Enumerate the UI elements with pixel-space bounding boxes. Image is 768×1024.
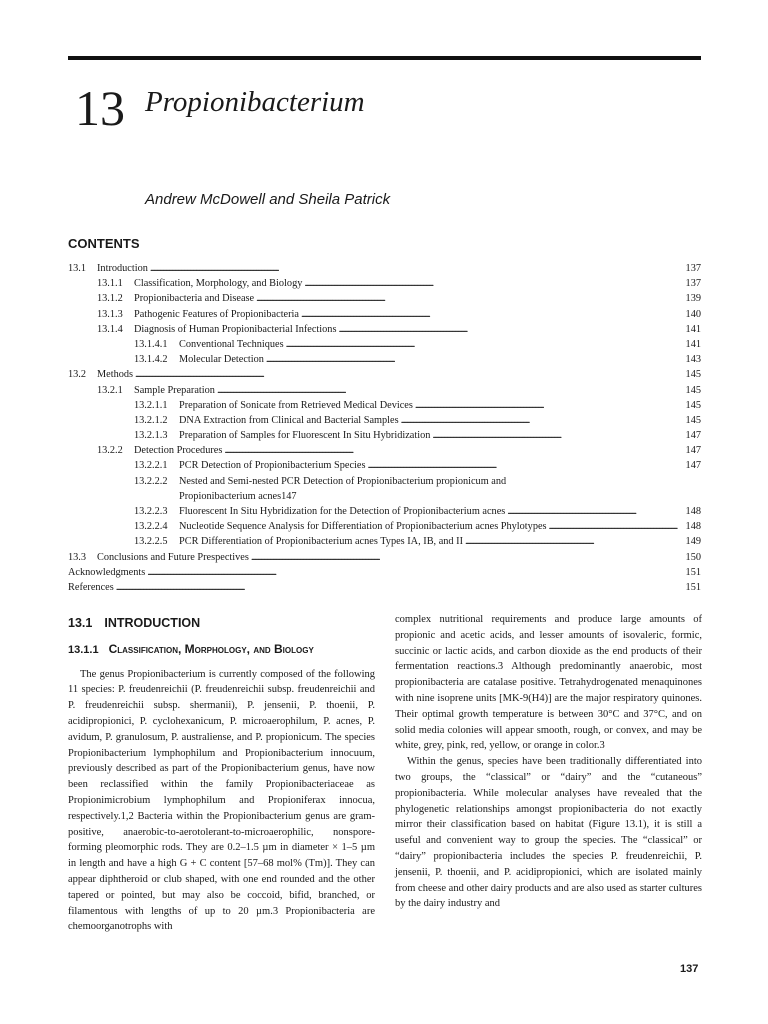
toc-entry[interactable]: [68, 519, 701, 534]
toc-leader-dots: [251, 550, 684, 565]
subsection-heading: [68, 642, 375, 659]
toc-leader-dots: [217, 383, 684, 398]
toc-entry[interactable]: [68, 307, 701, 322]
toc-entry-page: 143: [685, 354, 701, 366]
toc-row: [68, 504, 701, 519]
toc-entry-number: 13.1.1: [97, 278, 123, 290]
toc-entry-number: 13.2.2.3: [134, 506, 168, 517]
toc-entry-label: References: [68, 581, 114, 593]
toc-leader-dots: [286, 337, 684, 352]
toc-entry-label: Conventional Techniques: [179, 338, 284, 350]
toc-row: [68, 307, 701, 322]
toc-entry-number: 13.2: [68, 369, 87, 381]
section-title: INTRODUCTION: [104, 616, 201, 630]
toc-entry[interactable]: [68, 322, 701, 337]
toc-entry-label: Pathogenic Features of Propionibacteria: [134, 308, 299, 320]
toc-entry[interactable]: [68, 443, 701, 458]
toc-entry-number: 13.2.1.1: [134, 399, 168, 411]
toc-entry-number: 13.2.1: [97, 384, 123, 396]
chapter-top-rule: [68, 56, 701, 60]
toc-entry-label: Sample Preparation: [134, 384, 215, 396]
toc-entry[interactable]: [68, 458, 701, 473]
chapter-number: 13: [75, 80, 125, 136]
left-column: [68, 612, 375, 935]
toc-entry[interactable]: [68, 534, 701, 549]
toc-entry-page: 148: [685, 521, 701, 533]
body-paragraph: The genus Propionibacterium is currently composed of the following 11 species: P. freudenreichii (P. freudenreichii subsp. freudenreichii and P. freudenreichii subsp. shermanii), P. jensenii, P. thoenii, P. acidipropionici, P. cyclohexanicum, P. microaerophilum, P. acnes, P. avidum, P. granulosum, P. australiense, and P. propionicum. The species Propionibacterium lymphophilum and Propionibacterium innocuum, previously described as part of the Propionibacterium genus, have now been reclassified within the family Propionibacteriaceae as Propionimicrobium lymphophilum and Propioniferax innocua, respectively.1,2 Bacteria within the Propionibacterium genus are gram-positive, anaerobic-to-aerotolerant-to-microaerophilic, nonspore-forming pleomorphic rods. They are 0.2–1.5 µm in diameter × 1–5 µm in length and have a high G + C content [57–68 mol% (Tm)]. They can appear diphtheroid or club shaped, with one end rounded and the other tapered or pointed, but may also be coccoid, bifid, branched, or filamentous with lengths of up to 20 µm.3 Propionibacteria are chemoorganotrophs with: [68, 668, 375, 933]
toc-entry-label: Conclusions and Future Prespectives: [97, 551, 249, 563]
toc-entry-number: 13.1.4.2: [134, 354, 168, 366]
toc-entry-page: 137: [685, 278, 701, 290]
toc-entry-label: Nested and Semi-nested PCR Detection of Propionibacterium propionicum and: [179, 475, 507, 487]
toc-entry-label: Introduction: [97, 263, 148, 274]
toc-leader-dots: [465, 534, 684, 549]
toc-entry-label: Methods: [97, 369, 134, 381]
toc-entry-label: PCR Detection of Propionibacterium Species: [179, 460, 366, 472]
toc-leader-dots: [415, 398, 684, 413]
toc-entry-number: 13.1.2: [97, 293, 123, 305]
toc-leader-dots: [401, 413, 684, 428]
toc-entry[interactable]: [68, 565, 701, 580]
toc-entry-page: 148: [685, 506, 701, 517]
toc-entry-label: Nucleotide Sequence Analysis for Differentiation of Propionibacterium acnes Phylotypes: [179, 521, 547, 533]
toc-entry-label: Detection Procedures: [134, 445, 223, 457]
toc-leader-dots: [304, 276, 683, 291]
toc-entry-page: 145: [685, 384, 701, 396]
subsection-title: Classification, Morphology, and Biology: [108, 641, 314, 656]
toc-entry-number: 13.2.1.2: [134, 414, 168, 426]
contents-heading: CONTENTS: [68, 236, 140, 251]
toc-entry-page: 151: [685, 566, 701, 578]
toc-row: [68, 352, 701, 367]
toc-entry-page: 137: [685, 263, 701, 274]
toc-entry-page: 147: [685, 445, 701, 457]
toc-entry-page: 150: [685, 551, 701, 563]
toc-entry[interactable]: [68, 352, 701, 367]
toc-row: [68, 565, 701, 580]
toc-entry[interactable]: [68, 474, 701, 489]
toc-entry-page: 145: [685, 399, 701, 411]
toc-entry-number: 13.3: [68, 551, 87, 563]
toc-entry[interactable]: [179, 489, 701, 504]
toc-leader-dots: [135, 367, 684, 382]
toc-entry-page: 151: [685, 581, 701, 593]
toc-entry[interactable]: [68, 550, 701, 565]
toc-entry[interactable]: [68, 337, 701, 352]
toc-row: [68, 322, 701, 337]
toc-row: [68, 398, 701, 413]
toc-leader-dots: [432, 428, 683, 443]
toc-entry-number: 13.2.2: [97, 445, 123, 457]
section-number: 13.1: [68, 616, 93, 630]
toc-row: [68, 443, 701, 458]
toc-entry-page: 141: [685, 338, 701, 350]
page-number: 137: [680, 963, 699, 975]
toc-entry-number: 13.1: [68, 263, 87, 274]
toc-row: [68, 291, 701, 306]
toc-entry-number: 13.2.2.1: [134, 460, 168, 472]
toc-entry-number: 13.2.2.4: [134, 521, 168, 533]
toc-row: [68, 276, 701, 291]
toc-entry-number: 13.2.2.5: [134, 536, 168, 548]
toc-entry-label: Propionibacteria and Disease: [134, 293, 255, 305]
toc-leader-dots: [507, 504, 683, 519]
toc-entry-label: Preparation of Sonicate from Retrieved Medical Devices: [179, 399, 413, 411]
toc-entry[interactable]: [68, 291, 701, 306]
toc-row: [68, 337, 701, 352]
toc-leader-dots: [266, 352, 684, 367]
toc-row: [68, 519, 701, 534]
toc-entry[interactable]: [68, 580, 701, 595]
toc-entry[interactable]: [68, 398, 701, 413]
toc-row: [68, 580, 701, 595]
toc-entry[interactable]: [68, 383, 701, 398]
toc-row: [68, 261, 701, 276]
toc-entry-number: 13.1.3: [97, 308, 123, 320]
toc-entry-number: 13.2.2.2: [134, 475, 168, 487]
toc-entry-number: 13.2.1.3: [134, 430, 168, 442]
toc-row: [68, 428, 701, 443]
toc-entry-label: Acknowledgments: [68, 566, 146, 578]
toc-leader-dots: [150, 261, 684, 276]
toc-entry-label: Classification, Morphology, and Biology: [134, 278, 303, 290]
toc-entry-page: 147: [281, 490, 297, 502]
section-heading: [68, 616, 375, 632]
toc-entry-page: 145: [685, 414, 701, 426]
toc-entry[interactable]: [68, 261, 701, 276]
toc-entry-label: Propionibacterium acnes: [179, 490, 282, 502]
toc-entry-page: 140: [685, 308, 701, 320]
toc-entry-label: PCR Differentiation of Propionibacterium acnes Types IA, IB, and II: [179, 536, 464, 548]
body-paragraph: complex nutritional requirements and produce large amounts of propionic and acetic acids, and lesser amounts of isovaleric, formic, succinic or lactic acids, and carbon dioxide as the end products of their fermentation reactions.3 Although predominantly anaerobic, most propionibacteria are catalase positive. Tetrahydrogenated menaquinones with nine isoprene units [MK-9(H4)] are the major respiratory quinones. Their optimal growth temperature is between 30°C and 37°C, and on solid media colonies will appear smooth, rough, or convex, and may be white, grey, pink, red, yellow, or orange in color.3: [395, 614, 702, 752]
toc-leader-dots: [147, 565, 683, 580]
toc-leader-dots: [301, 307, 684, 322]
toc-entry-label: Preparation of Samples for Fluorescent In Situ Hybridization: [179, 430, 431, 442]
toc-entry-page: 149: [685, 536, 701, 548]
toc-leader-dots: [116, 580, 684, 595]
toc-entry[interactable]: [68, 504, 701, 519]
toc-entry-number: 13.1.4: [97, 323, 123, 335]
toc-leader-dots: [256, 291, 683, 306]
subsection-number: 13.1.1: [68, 643, 99, 656]
toc-entry[interactable]: [68, 367, 701, 382]
toc-entry[interactable]: [68, 428, 701, 443]
toc-leader-dots: [367, 458, 683, 473]
toc-entry-page: 145: [685, 369, 701, 381]
toc-entry[interactable]: [68, 276, 701, 291]
toc-row: [68, 550, 701, 565]
toc-leader-dots: [338, 322, 683, 337]
toc-row: [68, 383, 701, 398]
toc-row: [68, 489, 701, 504]
toc-entry-page: 139: [685, 293, 701, 305]
toc-entry[interactable]: [68, 413, 701, 428]
toc-entry-page: 147: [685, 430, 701, 442]
chapter-authors: Andrew McDowell and Sheila Patrick: [145, 191, 391, 208]
toc-leader-dots: [549, 519, 684, 534]
toc-row: [68, 413, 701, 428]
toc-row: [68, 458, 701, 473]
toc-row: [68, 367, 701, 382]
right-column: [395, 612, 702, 912]
toc-entry-label: DNA Extraction from Clinical and Bacterial Samples: [179, 414, 399, 426]
chapter-title: Propionibacterium: [145, 86, 365, 118]
toc-entry-number: 13.1.4.1: [134, 338, 168, 350]
toc-entry-label: Molecular Detection: [179, 354, 264, 366]
table-of-contents: [68, 261, 701, 595]
toc-entry-page: 141: [685, 323, 701, 335]
toc-row: [68, 474, 701, 489]
toc-entry-page: 147: [685, 460, 701, 472]
toc-entry-label: Fluorescent In Situ Hybridization for the Detection of Propionibacterium acnes: [179, 506, 506, 517]
toc-row: [68, 534, 701, 549]
toc-leader-dots: [224, 443, 683, 458]
toc-entry-label: Diagnosis of Human Propionibacterial Infections: [134, 323, 337, 335]
body-paragraph: Within the genus, species have been traditionally differentiated into two groups, the “classical” or “dairy” and the “cutaneous” propionibacteria. While molecular analyses have revealed that the phylogenetic relationships amongst propionibacteria do not exactly mirror their classification based on habitat (Figure 13.1), it is still a useful and convenient way to group the species. The “classical” or “dairy” propionibacteria includes the species P. freudenreichii, P. jensenii, P. thoenii, and P. acidipropionici, which are isolated mainly from cheese and other dairy products and are also used as starter cultures by the dairy industry and: [395, 756, 702, 910]
